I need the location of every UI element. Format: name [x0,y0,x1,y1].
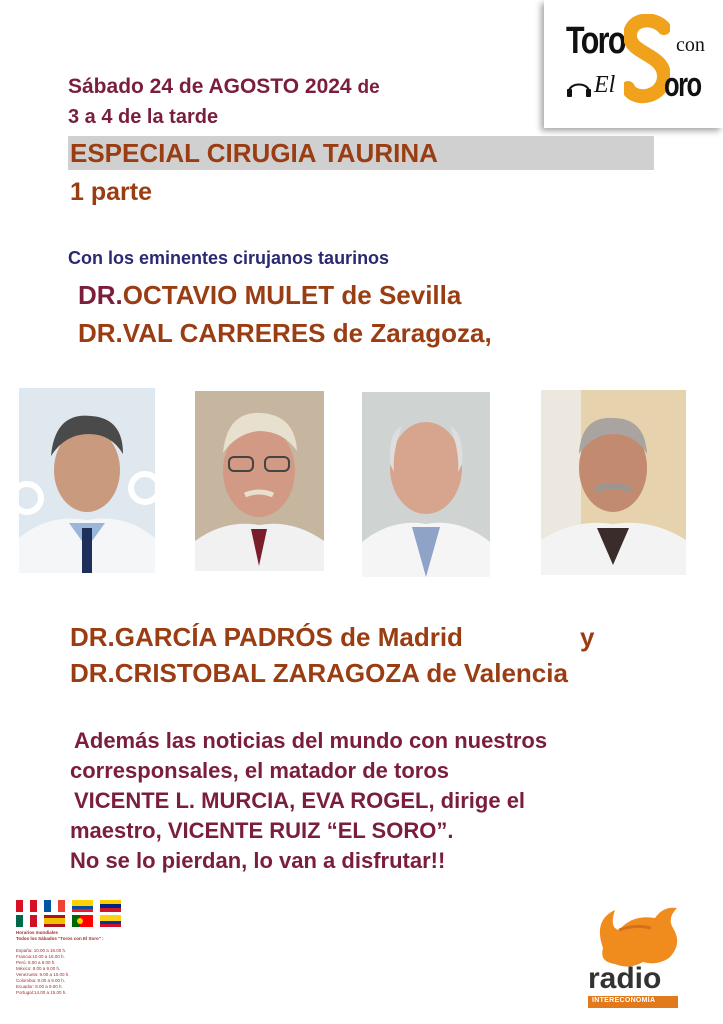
logo-toro-text: Toro [566,20,625,62]
intro-text: Con los eminentes cirujanos taurinos [68,248,390,268]
mexico-flag-icon [16,915,37,927]
body-line-3: VICENTE L. MURCIA, EVA ROGEL, dirige el [74,788,526,813]
portugal-flag-icon [72,915,93,927]
toros-con-el-soro-logo [544,0,723,128]
schedule-row: Colombia: 8.00 a 9.00 h. [16,978,66,983]
spain-flag-icon [44,915,65,927]
doctor-city: de Sevilla [341,280,462,310]
doctor-prefix: DR. [78,280,123,310]
schedule-row: Perú: 8.00 a 9.00 h. [16,960,56,965]
ecuador-flag-icon [72,900,93,912]
doctor-name: VAL CARRERES [122,318,326,348]
connector-y: y [580,622,595,652]
doctor-city: de Valencia [426,658,568,688]
doctor-4 [70,658,568,689]
schedule-row: Portugal:14.00 a 15.00 h. [16,990,67,995]
headphones-icon [566,76,592,98]
schedule-row: España: 10.00 a 16.00 h. [16,948,67,953]
logo-soro-text: oro [664,66,701,104]
doctor-2 [78,318,492,349]
world-schedule [16,930,156,996]
body-line-2: corresponsales, el matador de toros [70,758,450,783]
special-title: ESPECIAL CIRUGIA TAURINA [70,138,438,168]
schedule-row: Venezuela: 9.00 a 10.00 h. [16,972,70,977]
doctor-city: de Madrid [340,622,463,652]
doctor-prefix: DR. [78,318,123,348]
doctor-photo-3 [362,392,490,577]
doctor-name: CRISTOBAL ZARAGOZA [114,658,420,688]
colombia-flag-icon [100,915,121,927]
logo-con-text: con [676,34,705,56]
radio-wordmark: radio [588,962,662,995]
body-line-4: maestro, VICENTE RUIZ “EL SORO”. [70,818,454,843]
doctor-prefix: DR. [70,658,115,688]
doctor-photo-4 [541,390,686,575]
schedule-row: Francia:10.00 a 16.00 h. [16,954,65,959]
doctor-photo-1 [19,388,155,573]
part-label: 1 parte [70,178,152,206]
intereconomia-label: INTERECONOMÍA [592,997,656,1004]
doctor-photo-2 [195,391,324,571]
schedule-row: Ecuador: 8.00 a 9.00 h. [16,984,63,989]
schedule-row: México: 8.00 a 9.00 h. [16,966,61,971]
doctor-1 [78,280,461,311]
doctor-city: de Zaragoza, [332,318,492,348]
doctor-3 [70,622,463,653]
logo-el-text: El [594,72,616,98]
peru-flag-icon [16,900,37,912]
doctor-name: GARCÍA PADRÓS [114,622,333,652]
body-line-1: Además las noticias del mundo con nuestros [74,728,548,753]
venezuela-flag-icon [100,900,121,912]
broadcast-date [68,75,380,99]
date-text: Sábado 24 de AGOSTO 2024 [68,75,352,98]
broadcast-time: 3 a 4 de la tarde [68,106,219,128]
doctor-name: OCTAVIO MULET [122,280,335,310]
doctor-prefix: DR. [70,622,115,652]
schedule-subtitle: Todos los Sábados "Toros con El Soro" : [16,936,104,941]
schedule-title: Horarios mundiales [16,930,59,935]
date-suffix: de [357,77,380,98]
country-flags [16,900,126,930]
body-line-5: No se lo pierdan, lo van a disfrutar!! [70,848,446,873]
france-flag-icon [44,900,65,912]
